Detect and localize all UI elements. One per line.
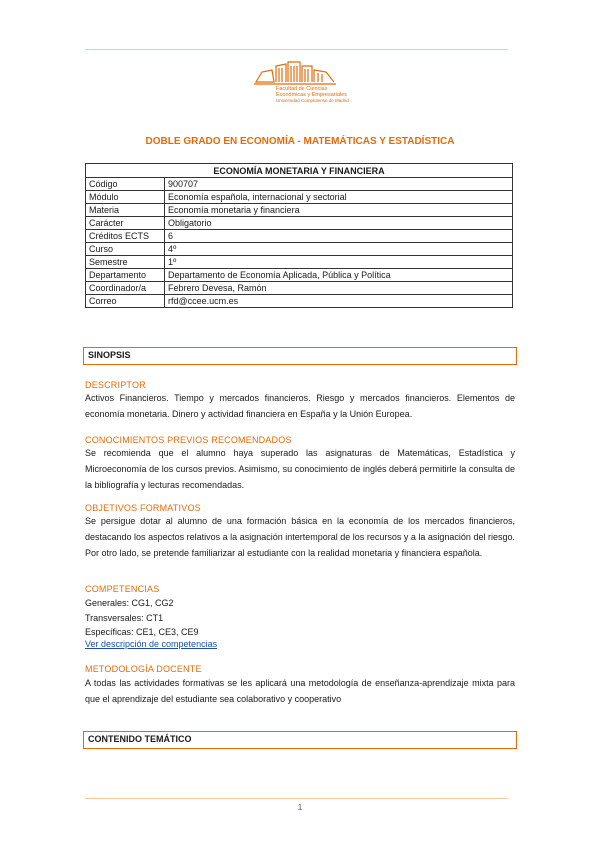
competencias-link[interactable]: Ver descripción de competencias (85, 639, 218, 649)
logo-line-3: Universidad Complutense de Madrid (276, 98, 349, 103)
previos-heading: CONOCIMIENTOS PREVIOS RECOMENDADOS (85, 435, 292, 445)
footer-rule (85, 798, 508, 799)
document-title: DOBLE GRADO EN ECONOMÍA - MATEMÁTICAS Y ESTADÍSTICA (145, 136, 455, 147)
table-row (86, 282, 513, 295)
row-key: Materia (86, 204, 165, 217)
course-info-table (85, 163, 513, 308)
previos-text: Se recomienda que el alumno haya superado las asignaturas de Matemáticas, Estadística y Microeconomía de los cursos previos. Asimismo, su conocimiento de inglés deberá permitirle la consulta de la bibliografía y lecturas recomendadas. (85, 448, 515, 490)
row-value: Departamento de Economía Aplicada, Pública y Política (165, 269, 513, 282)
page-number: 1 (297, 803, 303, 812)
row-key: Semestre (86, 256, 165, 269)
logo-line-2: Económicas y Empresariales (276, 92, 347, 98)
row-value: 6 (165, 230, 513, 243)
row-key: Curso (86, 243, 165, 256)
table-row (86, 178, 513, 191)
row-key: Carácter (86, 217, 165, 230)
table-row (86, 191, 513, 204)
row-key: Correo (86, 295, 165, 308)
row-value: rfd@ccee.ucm.es (165, 295, 513, 308)
row-value: 1º (165, 256, 513, 269)
row-value: Febrero Devesa, Ramón (165, 282, 513, 295)
metodologia-heading: METODOLOGÍA DOCENTE (85, 664, 202, 674)
row-key: Coordinador/a (86, 282, 165, 295)
objetivos-text: Se persigue dotar al alumno de una formación básica en la economía de los mercados financieros, destacando los aspectos relativos a la asignación intertemporal de los recursos y a la asignación del riesgo. Por otro lado, se pretende familiarizar al estudiante con la realidad monetaria y financiera española. (85, 516, 515, 558)
logo-line-1: Facultad de Ciencias (276, 86, 328, 92)
row-value: Economía monetaria y financiera (165, 204, 513, 217)
table-row (86, 269, 513, 282)
table-row (86, 204, 513, 217)
row-key: Créditos ECTS (86, 230, 165, 243)
row-key: Módulo (86, 191, 165, 204)
competencias-especificas: Específicas: CE1, CE3, CE9 (85, 627, 199, 637)
faculty-logo (252, 58, 349, 110)
table-row (86, 243, 513, 256)
section-sinopsis: SINOPSIS (83, 347, 517, 365)
competencias-generales: Generales: CG1, CG2 (85, 598, 174, 608)
row-key: Código (86, 178, 165, 191)
row-value: Obligatorio (165, 217, 513, 230)
table-row (86, 295, 513, 308)
table-row (86, 217, 513, 230)
header-rule (85, 49, 508, 50)
row-value: Economía española, internacional y sectorial (165, 191, 513, 204)
objetivos-heading: OBJETIVOS FORMATIVOS (85, 503, 201, 513)
row-value: 4º (165, 243, 513, 256)
table-header: ECONOMÍA MONETARIA Y FINANCIERA (86, 164, 513, 178)
competencias-transversales: Transversales: CT1 (85, 613, 164, 623)
competencias-heading: COMPETENCIAS (85, 584, 160, 594)
section-contenido-tematico: CONTENIDO TEMÁTICO (83, 731, 517, 749)
metodologia-text: A todas las actividades formativas se les aplicará una metodología de enseñanza-aprendizaje mixta para que el aprendizaje del estudiante sea colaborativo y cooperativo (85, 678, 515, 704)
descriptor-heading: DESCRIPTOR (85, 380, 146, 390)
table-row (86, 230, 513, 243)
row-value: 900707 (165, 178, 513, 191)
row-key: Departamento (86, 269, 165, 282)
descriptor-text: Activos Financieros. Tiempo y mercados financieros. Riesgo y mercados financieros. Elementos de economía monetaria. Dinero y actividad financiera en España y la Unión Europea. (85, 393, 515, 419)
table-row (86, 256, 513, 269)
